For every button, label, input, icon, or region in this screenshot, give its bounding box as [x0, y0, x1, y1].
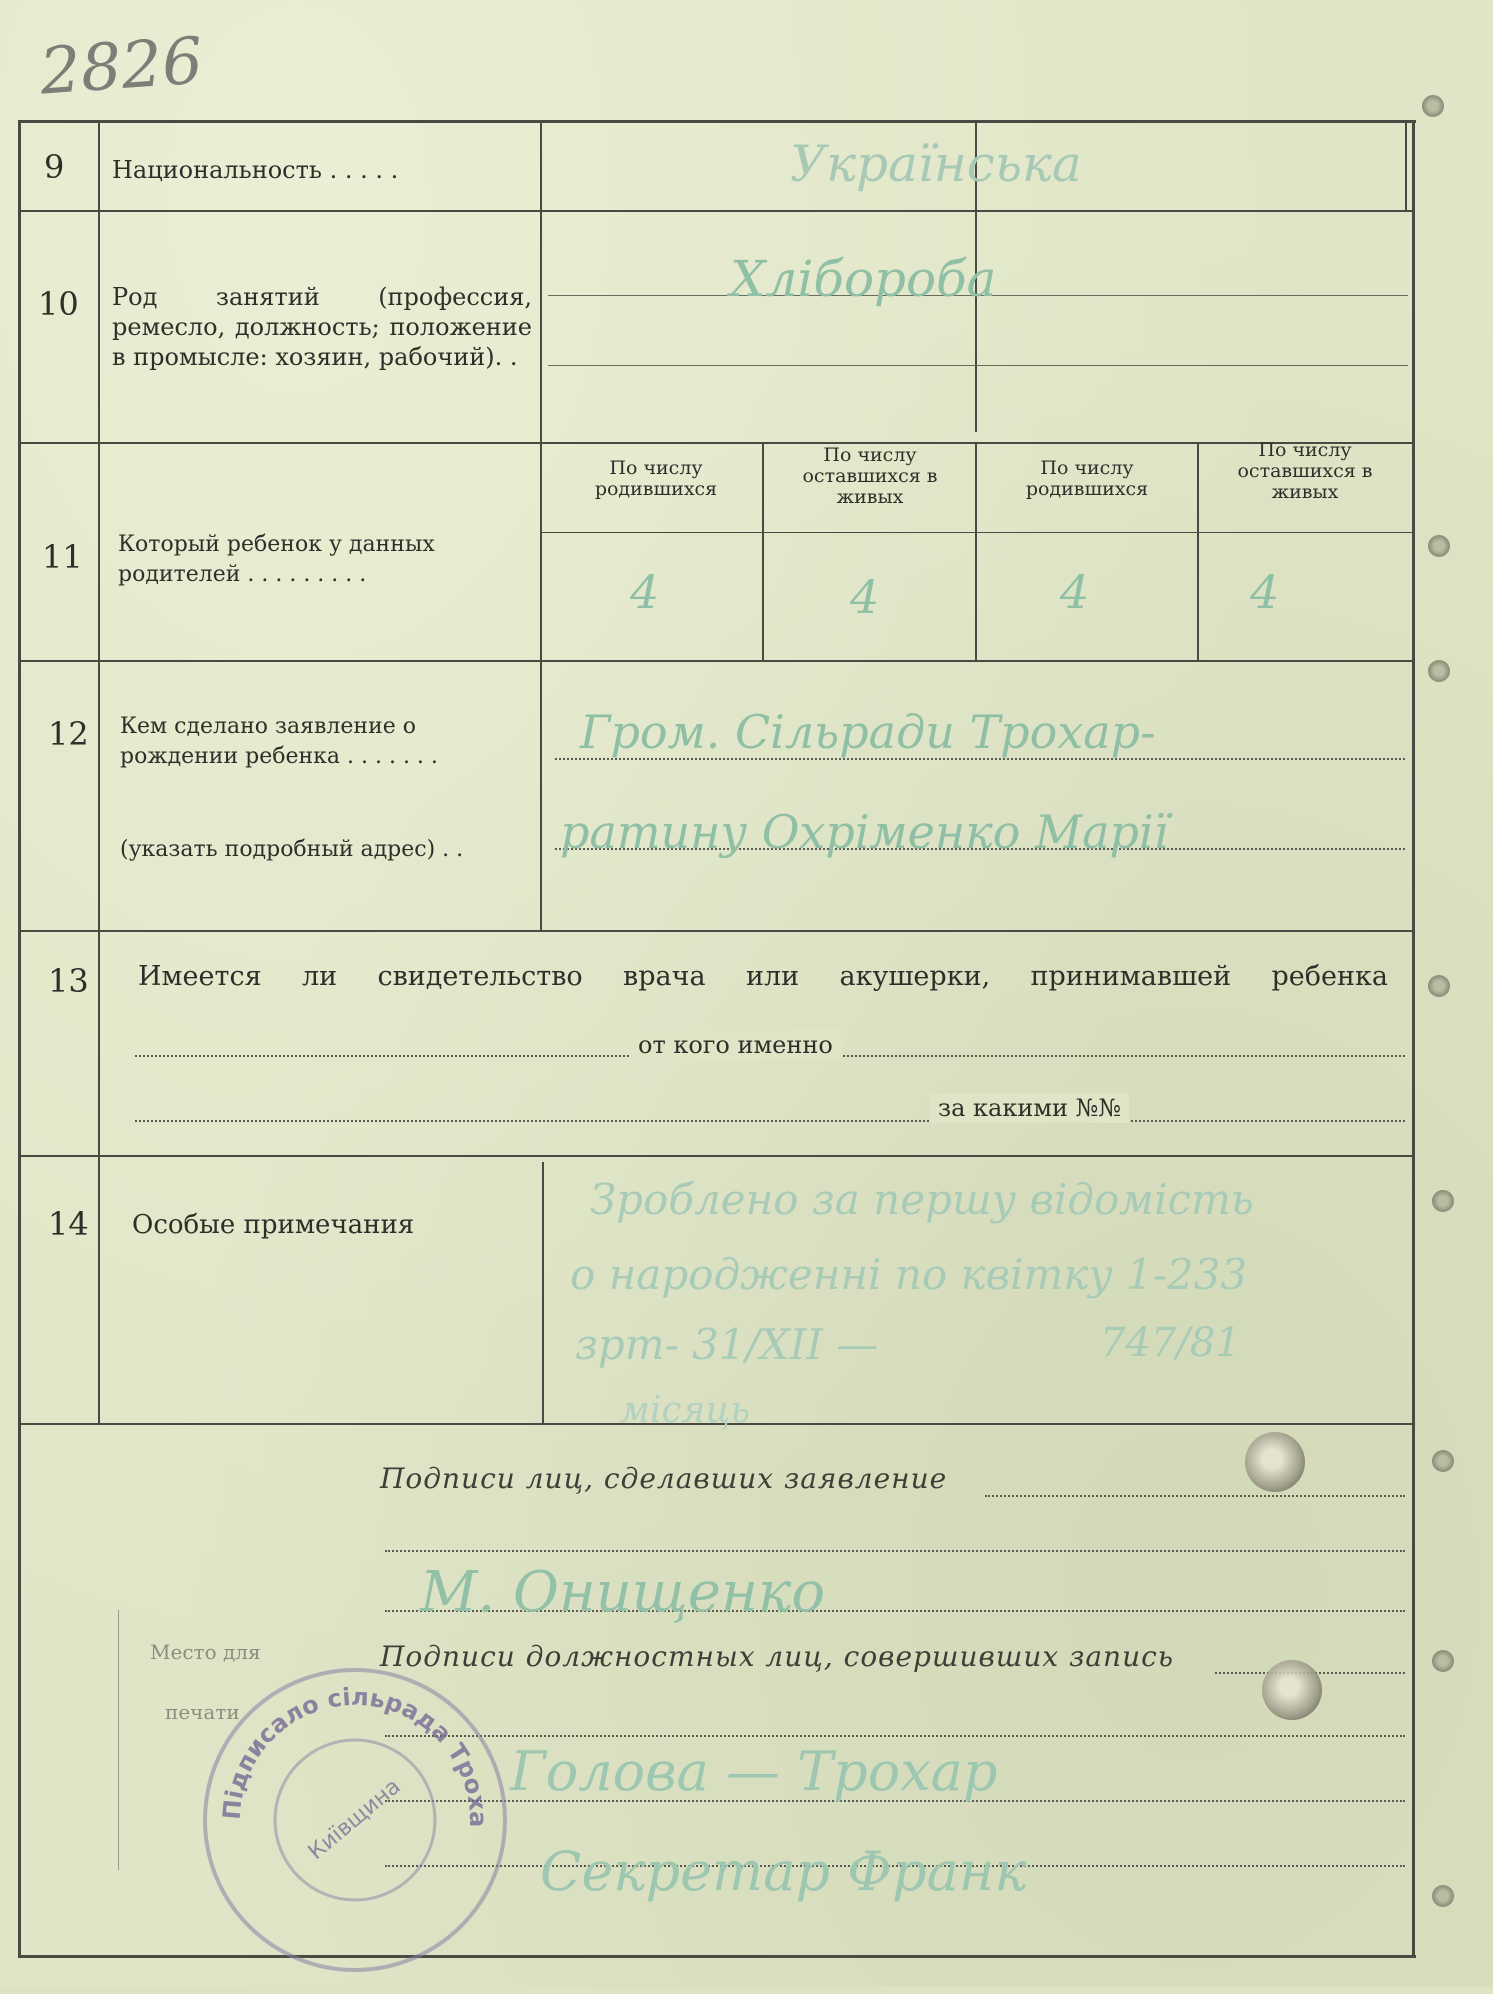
stamp-inner-text: Київщина [303, 1774, 406, 1866]
note-text: о народженні по квітку 1-233 [570, 1250, 1248, 1299]
stamp-place-label: Место для [150, 1640, 261, 1664]
page-number: 2826 [37, 24, 206, 110]
row-label: Который ребенок у данных родителей . . . . . . . . . [118, 532, 435, 587]
note-text: 747/81 [1100, 1320, 1241, 1366]
table-top-border [18, 120, 1416, 123]
officials-signature-label: Подписи должностных лиц, совершивших запись [380, 1640, 1175, 1673]
binder-hole [1428, 660, 1450, 682]
col-header: По числу родившихся [594, 457, 718, 500]
right-split-9 [1405, 120, 1407, 210]
from-whom-label: от кого именно [630, 1030, 841, 1060]
row-number: 11 [42, 538, 83, 576]
numbers-line [135, 1120, 1405, 1122]
birth-order-value: 4 [1250, 565, 1280, 619]
col-header: По числу оставшихся в живых [802, 444, 938, 508]
label-column-border-a [540, 120, 542, 930]
declarant-value: Гром. Сільради Трохар- [580, 705, 1156, 759]
row-number: 9 [44, 148, 65, 186]
binder-hole [1432, 1650, 1454, 1672]
signature-line [985, 1495, 1405, 1497]
num-column-border [98, 120, 100, 1423]
row-border-12 [18, 930, 1412, 932]
pin-hole [1262, 1660, 1322, 1720]
official-signature: Секретар Франк [540, 1840, 1027, 1903]
row-label: Род занятий (профессия, ремесло, должность; положение в промысле: хозяин, рабочий). . [112, 283, 532, 371]
pin-hole [1245, 1432, 1305, 1492]
row-number: 13 [48, 962, 89, 1000]
stamp-area-border [118, 1610, 119, 1870]
row-border-13 [18, 1155, 1412, 1157]
birth-order-value: 4 [630, 565, 660, 619]
declarant-value: ратину Охріменко Марії [560, 805, 1169, 859]
row-border-9 [18, 210, 1412, 212]
birth-order-value: 4 [1060, 565, 1090, 619]
nationality-value: Українська [790, 135, 1082, 193]
row-border-11 [18, 660, 1412, 662]
occupation-line [548, 365, 1408, 366]
row-label: Имеется ли свидетельство врача или акушерки, принимавшей ребенка [138, 961, 1388, 992]
note-text: Зроблено за першу відомість [590, 1175, 1254, 1224]
address-label: (указать подробный адрес) . . [120, 837, 464, 862]
row-number: 12 [48, 715, 89, 753]
table-right-border [1412, 120, 1415, 1958]
row-number: 14 [48, 1205, 89, 1243]
row-label: Кем сделано заявление о рождении ребенка . . . . . . . [120, 714, 438, 769]
signature-line [385, 1735, 1405, 1737]
declarants-signature-label: Подписи лиц, сделавших заявление [380, 1462, 948, 1495]
label-column-border-b [542, 1162, 544, 1423]
col-header: По числу оставшихся в живых [1237, 439, 1373, 503]
birth-order-header-border [542, 532, 1412, 533]
binder-hole [1432, 1190, 1454, 1212]
binder-hole [1422, 95, 1444, 117]
note-text: місяць [620, 1390, 751, 1431]
birth-order-col [762, 442, 764, 660]
row-label: Особые примечания [132, 1210, 415, 1240]
birth-order-value: 4 [850, 570, 880, 624]
binder-hole [1428, 975, 1450, 997]
col-header: По числу родившихся [1025, 457, 1149, 500]
binder-hole [1428, 535, 1450, 557]
stamp-outer-text: Підписало сільрада Троха [217, 1682, 493, 1828]
table-left-border [18, 120, 21, 1958]
signature-line [385, 1550, 1405, 1552]
note-text: зрт- 31/ХІІ — [575, 1320, 879, 1369]
declarant-signature: М. Онищенко [420, 1560, 826, 1625]
stamp-icon [185, 1650, 525, 1990]
stamp-place-label: печати [165, 1700, 240, 1724]
binder-hole [1432, 1450, 1454, 1472]
round-stamp [185, 1650, 525, 1990]
binder-hole [1432, 1885, 1454, 1907]
row-label: Национальность . . . . . [112, 156, 399, 184]
birth-order-col [975, 442, 977, 660]
row-border-10 [18, 442, 1412, 444]
official-signature: Голова — Трохар [510, 1740, 998, 1803]
numbers-label: за какими №№ [930, 1093, 1129, 1123]
row-number: 10 [38, 285, 79, 323]
occupation-value: Хлібороба [730, 250, 997, 308]
birth-order-col [1197, 442, 1199, 660]
